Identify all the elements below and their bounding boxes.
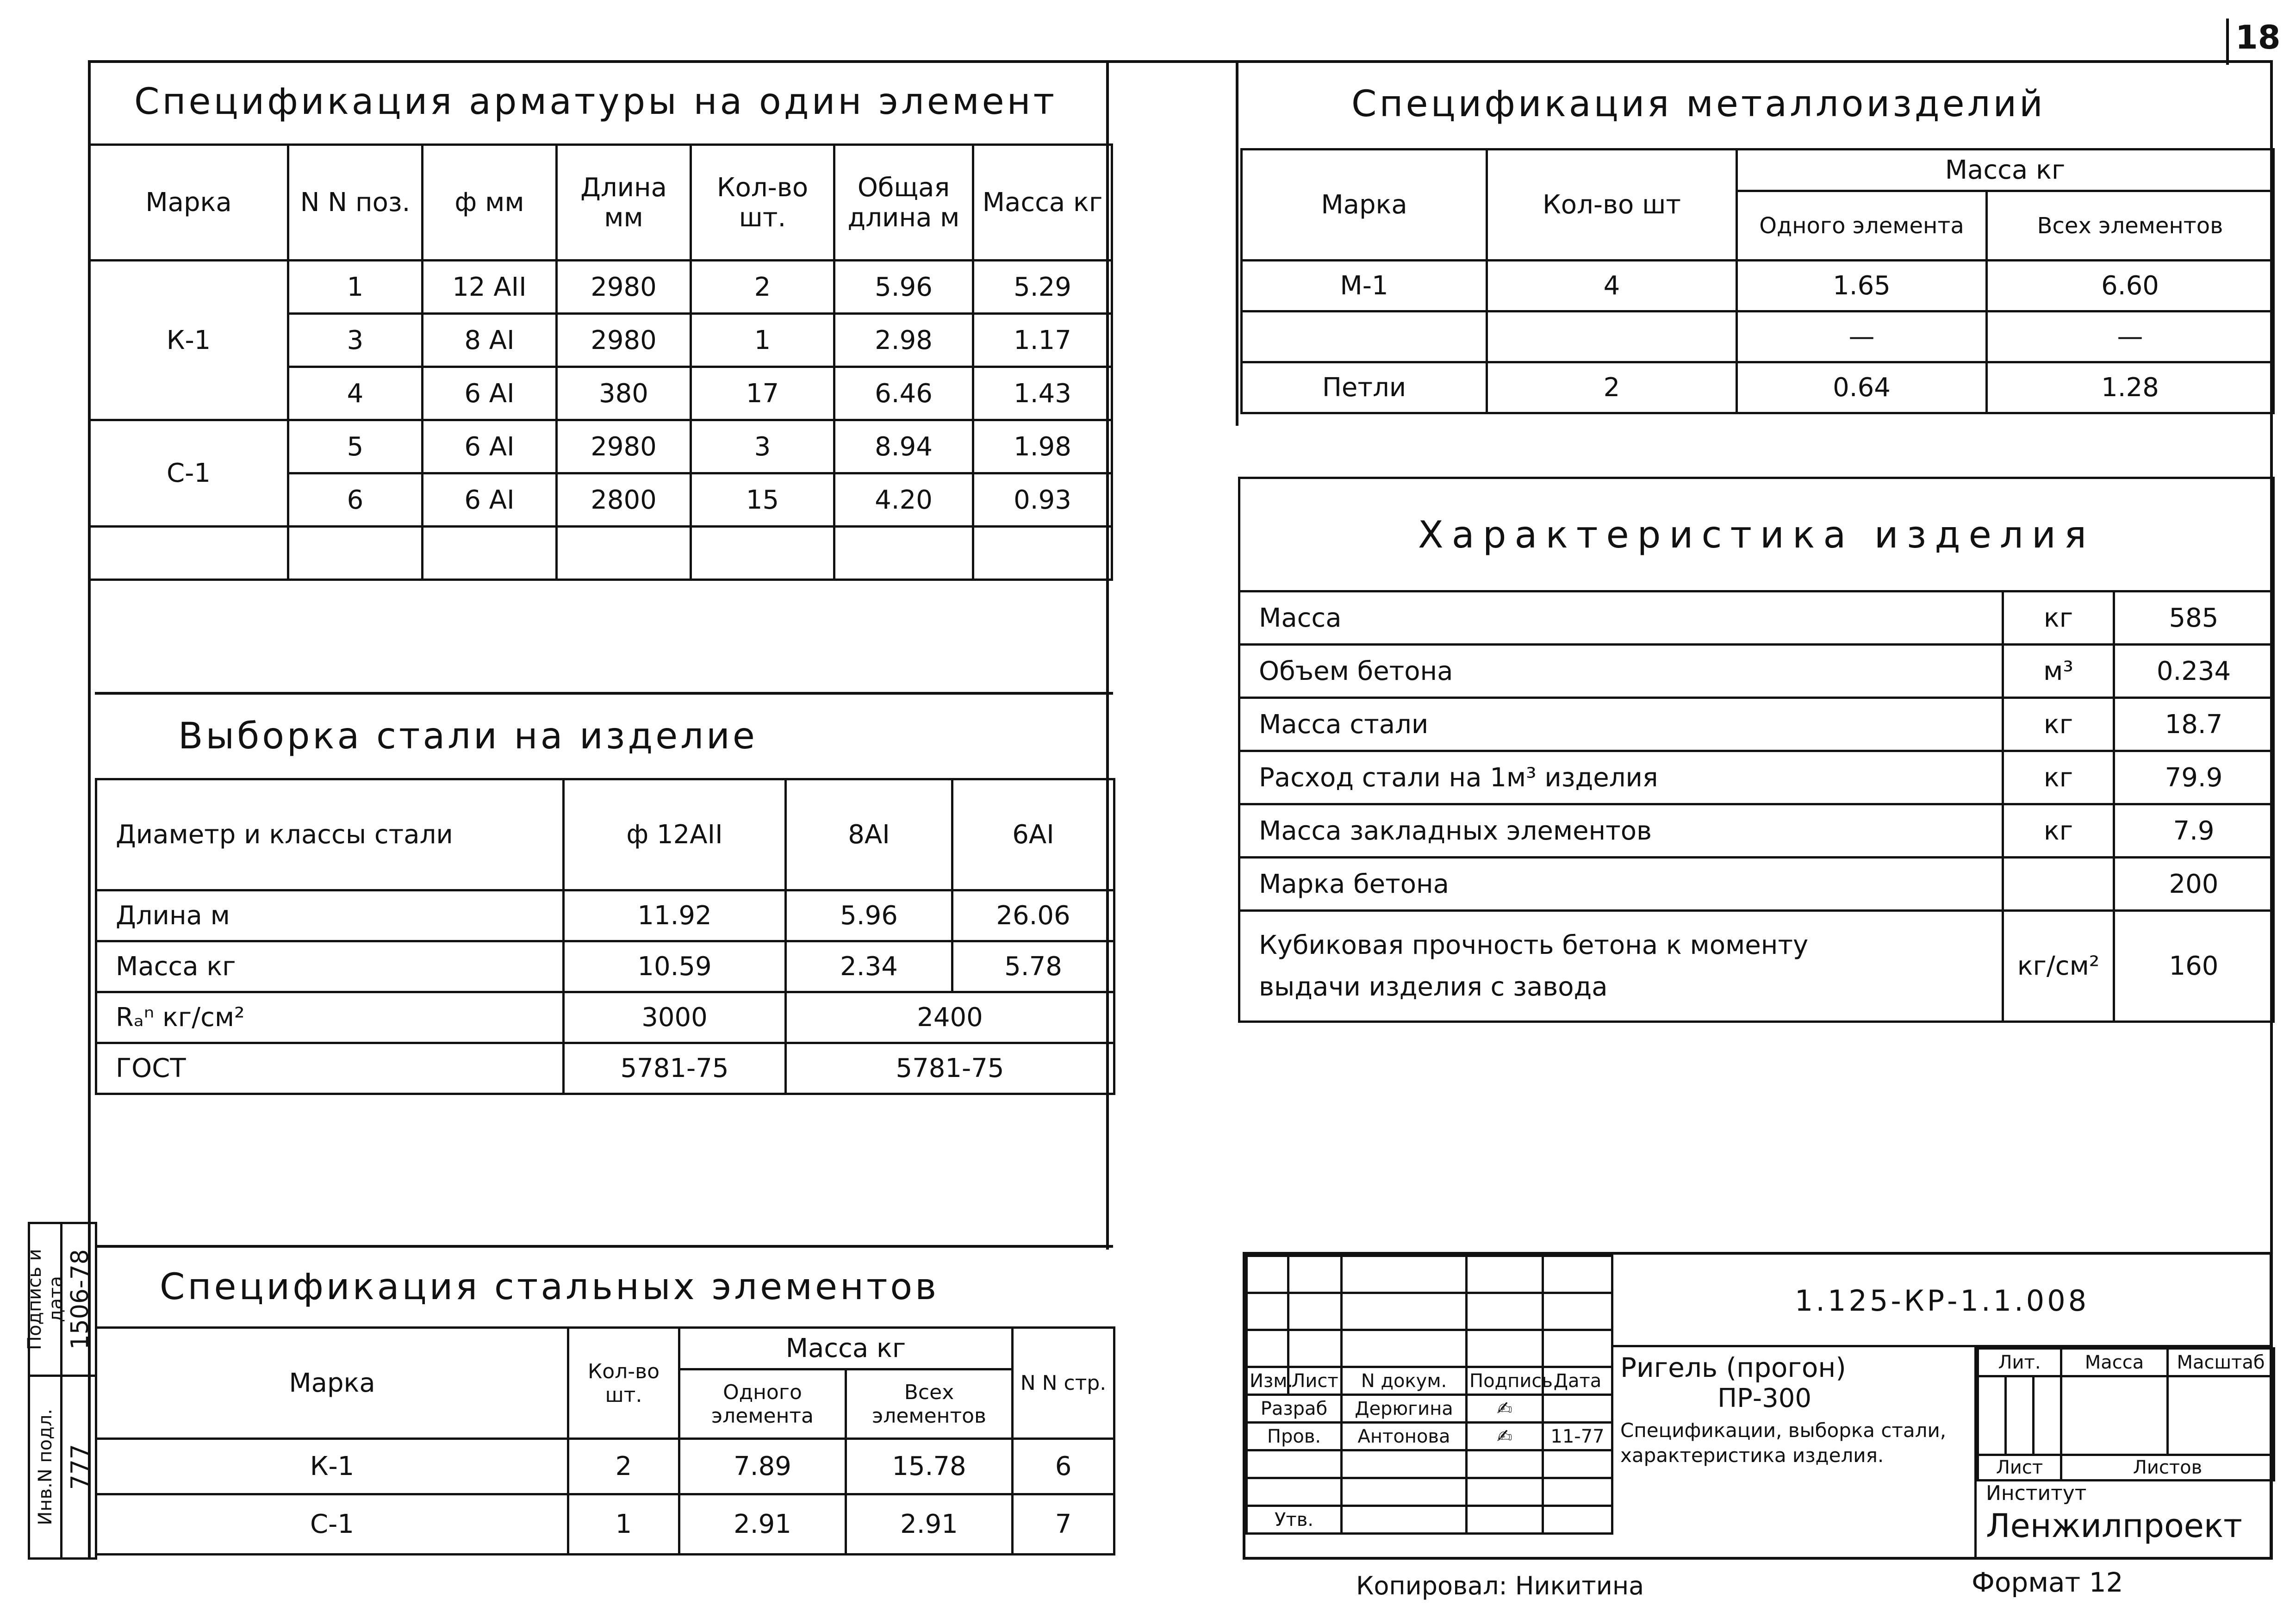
empty-cell (423, 527, 557, 580)
spec-metal-table (1240, 148, 2275, 414)
cell: 8 АI (423, 314, 557, 367)
cell: 380 (557, 367, 691, 420)
cell: 5781-75 (786, 1043, 1114, 1094)
cell: — (1987, 311, 2274, 362)
char-label: Масса закладных элементов (1239, 804, 2003, 858)
spec-steel-header-one: Одного элемента (679, 1369, 846, 1439)
steel-length-label: Длина м (96, 890, 564, 941)
grid-cell (2061, 1376, 2168, 1455)
sheet-number-box (2226, 19, 2229, 65)
char-unit: кг (2003, 804, 2114, 858)
copied-by: Копировал: Никитина (1356, 1571, 1644, 1600)
spec-rebar-table (88, 143, 1113, 581)
grid-cell (2006, 1376, 2034, 1455)
razrab-label: Разраб (1247, 1395, 1342, 1423)
cell: 1 (691, 314, 834, 367)
cell: 5.96 (786, 890, 952, 941)
grid-cell (1342, 1256, 1467, 1293)
sheets-label: Листов (2061, 1455, 2274, 1481)
char-unit: кг (2003, 751, 2114, 804)
steel-sample-section (95, 692, 1113, 1095)
char-label: Масса (1239, 591, 2003, 645)
steel-mass-label: Масса кг (96, 941, 564, 992)
cell: 7 (1013, 1494, 1114, 1555)
spec-metal-header-all: Всех элементов (1987, 191, 2274, 261)
spec-steel-title: Спецификация стальных элементов (160, 1266, 940, 1308)
cell: 11.92 (564, 890, 786, 941)
steel-sample-header-6a1: 6АI (952, 779, 1114, 890)
prov-label: Пров. (1247, 1423, 1342, 1450)
steel-sample-header-label: Диаметр и классы стали (96, 779, 564, 890)
scale-label: Масштаб (2168, 1349, 2274, 1376)
empty-cell (557, 527, 691, 580)
characteristics-title: Характеристика изделия (1239, 478, 2274, 591)
spec-metal-section (1240, 60, 2272, 414)
cell: 2980 (557, 420, 691, 473)
spec-metal-header-mass: Масса кг (1737, 149, 2274, 191)
char-label: Объем бетона (1239, 645, 2003, 698)
cell: 6 (288, 473, 423, 527)
grid-cell (1288, 1330, 1342, 1367)
grid-cell (1342, 1293, 1467, 1330)
mass-label: Масса (2061, 1349, 2168, 1376)
header-pos: N N поз. (288, 145, 423, 261)
char-value: 200 (2114, 858, 2274, 911)
sign-value-cell (62, 1224, 97, 1377)
spec-steel-header-page: N N стр. (1013, 1328, 1114, 1439)
spec-steel-header-qty: Кол-во шт. (568, 1328, 679, 1439)
grid-cell (1467, 1330, 1543, 1367)
grid-cell (1288, 1293, 1342, 1330)
spec-steel-header-all: Всех элементов (846, 1369, 1013, 1439)
grid-cell (1342, 1506, 1467, 1534)
char-label: Марка бетона (1239, 858, 2003, 911)
grid-cell (1543, 1395, 1612, 1423)
razrab-name: Дерюгина (1342, 1395, 1467, 1423)
cell: 17 (691, 367, 834, 420)
spec-metal-header-qty: Кол-во шт (1487, 149, 1737, 261)
institute-name: Ленжилпроект (1986, 1507, 2242, 1545)
grid-cell (1288, 1256, 1342, 1293)
grid-cell (1247, 1478, 1342, 1506)
grid-cell (1467, 1450, 1543, 1478)
prov-sign: ✍ (1467, 1423, 1543, 1450)
cell: 3000 (564, 992, 786, 1043)
header-mark: Марка (89, 145, 288, 261)
empty-cell (89, 527, 288, 580)
ra-label: Rₐⁿ кг/см² (96, 992, 564, 1043)
cell: М-1 (1242, 261, 1487, 311)
cell: 6 (1013, 1439, 1114, 1494)
spec-steel-elements-section (95, 1245, 1113, 1556)
cell: 6.60 (1987, 261, 2274, 311)
col-sign: Подпись (1467, 1367, 1543, 1395)
group-mark: С-1 (89, 420, 288, 527)
side-stamp (24, 1222, 97, 1560)
cell: 2 (691, 261, 834, 314)
char-unit: кг (2003, 591, 2114, 645)
char-unit (2003, 858, 2114, 911)
razrab-sign: ✍ (1467, 1395, 1543, 1423)
grid-cell (1467, 1293, 1543, 1330)
name-block (1611, 1347, 1977, 1558)
cell: 2980 (557, 314, 691, 367)
cell: 1.98 (973, 420, 1112, 473)
spec-rebar-title: Спецификация арматуры на один элемент (134, 81, 1058, 123)
cell: 2.91 (679, 1494, 846, 1555)
revision-grid (1245, 1255, 1613, 1535)
char-value: 7.9 (2114, 804, 2274, 858)
grid-cell (1467, 1506, 1543, 1534)
gost-label: ГОСТ (96, 1043, 564, 1094)
product-description: Спецификации, выборка стали, характеристика изделия. (1620, 1419, 1947, 1467)
header-length: Длина мм (557, 145, 691, 261)
spec-metal-left-line (1236, 60, 1238, 426)
spec-steel-header-mass: Масса кг (679, 1328, 1013, 1369)
char-unit: м³ (2003, 645, 2114, 698)
cell: 3 (691, 420, 834, 473)
cell: 4 (1487, 261, 1737, 311)
cell: К-1 (96, 1439, 568, 1494)
cell: 15 (691, 473, 834, 527)
char-unit: кг/см² (2003, 911, 2114, 1022)
char-value: 160 (2114, 911, 2274, 1022)
empty-cell (288, 527, 423, 580)
char-value: 585 (2114, 591, 2274, 645)
steel-sample-table (95, 778, 1115, 1095)
grid-cell (1978, 1376, 2006, 1455)
grid-cell (1543, 1450, 1612, 1478)
char-value: 0.234 (2114, 645, 2274, 698)
cell: 1 (568, 1494, 679, 1555)
col-doc: N докум. (1342, 1367, 1467, 1395)
char-value: 18.7 (2114, 698, 2274, 751)
product-name: Ригель (прогон) (1620, 1352, 1846, 1383)
format-label: Формат 12 (1972, 1567, 2123, 1598)
char-value: 79.9 (2114, 751, 2274, 804)
cell: 10.59 (564, 941, 786, 992)
cell: 2400 (786, 992, 1114, 1043)
header-total-length: Общая длина м (834, 145, 973, 261)
cell: 1.43 (973, 367, 1112, 420)
cell: 5.96 (834, 261, 973, 314)
cell: Петли (1242, 362, 1487, 413)
steel-sample-title: Выборка стали на изделие (178, 716, 758, 757)
prov-date: 11-77 (1543, 1423, 1612, 1450)
cell: 2980 (557, 261, 691, 314)
utv-label: Утв. (1247, 1506, 1342, 1534)
spec-steel-header-mark: Марка (96, 1328, 568, 1439)
cell: 1.28 (1987, 362, 2274, 413)
cell: 3 (288, 314, 423, 367)
cell: 2800 (557, 473, 691, 527)
cell: 8.94 (834, 420, 973, 473)
inv-n-label-cell (30, 1377, 62, 1557)
grid-cell (1247, 1293, 1288, 1330)
lit-label: Лит. (1978, 1349, 2061, 1376)
prov-name: Антонова (1342, 1423, 1467, 1450)
grid-cell (1247, 1330, 1288, 1367)
cell: 12 АII (423, 261, 557, 314)
group-mark: К-1 (89, 261, 288, 420)
spec-metal-header-mark: Марка (1242, 149, 1487, 261)
header-mass: Масса кг (973, 145, 1112, 261)
spec-rebar-section (88, 60, 1111, 581)
inv-label-cell (24, 1224, 67, 1377)
empty-cell (691, 527, 834, 580)
header-qty: Кол-во шт. (691, 145, 834, 261)
spec-metal-header-one: Одного элемента (1737, 191, 1987, 261)
cell (1242, 311, 1487, 362)
char-label: Масса стали (1239, 698, 2003, 751)
grid-cell (2168, 1376, 2274, 1455)
characteristics-section (1238, 477, 2272, 1023)
steel-sample-header-8a1: 8АI (786, 779, 952, 890)
cell: 4 (288, 367, 423, 420)
cell: 6 АI (423, 367, 557, 420)
inv-label: Подпись и дата (24, 1249, 67, 1350)
grid-cell (1543, 1478, 1612, 1506)
grid-cell (1543, 1506, 1612, 1534)
cell: 7.89 (679, 1439, 846, 1494)
spec-steel-table (95, 1326, 1115, 1556)
cell: 2 (1487, 362, 1737, 413)
grid-cell (1342, 1450, 1467, 1478)
sign-value: 1506-78 (66, 1249, 94, 1350)
inv-value-cell (62, 1377, 97, 1557)
grid-cell (1247, 1256, 1288, 1293)
char-unit: кг (2003, 698, 2114, 751)
cell: С-1 (96, 1494, 568, 1555)
cell: 6 АI (423, 473, 557, 527)
document-code: 1.125-КР-1.1.008 (1611, 1255, 2273, 1347)
col-izm: Изм. (1247, 1367, 1288, 1395)
lit-mass-scale (1977, 1347, 2275, 1481)
col-date: Дата (1543, 1367, 1612, 1395)
cell: 4.20 (834, 473, 973, 527)
cell: 0.64 (1737, 362, 1987, 413)
cell: 0.93 (973, 473, 1112, 527)
empty-cell (834, 527, 973, 580)
cell: 2 (568, 1439, 679, 1494)
title-block (1243, 1252, 2272, 1560)
cell: 2.98 (834, 314, 973, 367)
char-label: Кубиковая прочность бетона к моменту выдачи изделия с завода (1239, 911, 2003, 1022)
characteristics-table (1238, 477, 2275, 1023)
cell: 2.34 (786, 941, 952, 992)
sheet-label: Лист (1978, 1455, 2061, 1481)
cell: 2.91 (846, 1494, 1013, 1555)
empty-cell (973, 527, 1112, 580)
institute-label: Институт (1986, 1481, 2087, 1505)
grid-cell (2034, 1376, 2061, 1455)
sheet-number: 18 (2235, 19, 2281, 56)
cell: 6 АI (423, 420, 557, 473)
grid-cell (1543, 1293, 1612, 1330)
cell: 26.06 (952, 890, 1114, 941)
cell: 5 (288, 420, 423, 473)
cell: 5.29 (973, 261, 1112, 314)
inv-value: 777 (66, 1444, 94, 1490)
grid-cell (1467, 1256, 1543, 1293)
char-label: Расход стали на 1м³ изделия (1239, 751, 2003, 804)
grid-cell (1543, 1256, 1612, 1293)
steel-sample-header-12a2: ф 12АII (564, 779, 786, 890)
grid-cell (1467, 1478, 1543, 1506)
cell: 1.65 (1737, 261, 1987, 311)
cell: 1.17 (973, 314, 1112, 367)
header-diameter: ф мм (423, 145, 557, 261)
inv-n-label: Инв.N подл. (34, 1409, 56, 1525)
spec-metal-title: Спецификация металлоизделий (1351, 83, 2046, 125)
grid-cell (1247, 1450, 1342, 1478)
col-list: Лист (1288, 1367, 1342, 1395)
cell: 5781-75 (564, 1043, 786, 1094)
cell: — (1737, 311, 1987, 362)
product-code: ПР-300 (1717, 1383, 1811, 1413)
cell: 5.78 (952, 941, 1114, 992)
cell (1487, 311, 1737, 362)
grid-cell (1342, 1330, 1467, 1367)
grid-cell (1543, 1330, 1612, 1367)
cell: 1 (288, 261, 423, 314)
cell: 6.46 (834, 367, 973, 420)
grid-cell (1342, 1478, 1467, 1506)
cell: 15.78 (846, 1439, 1013, 1494)
